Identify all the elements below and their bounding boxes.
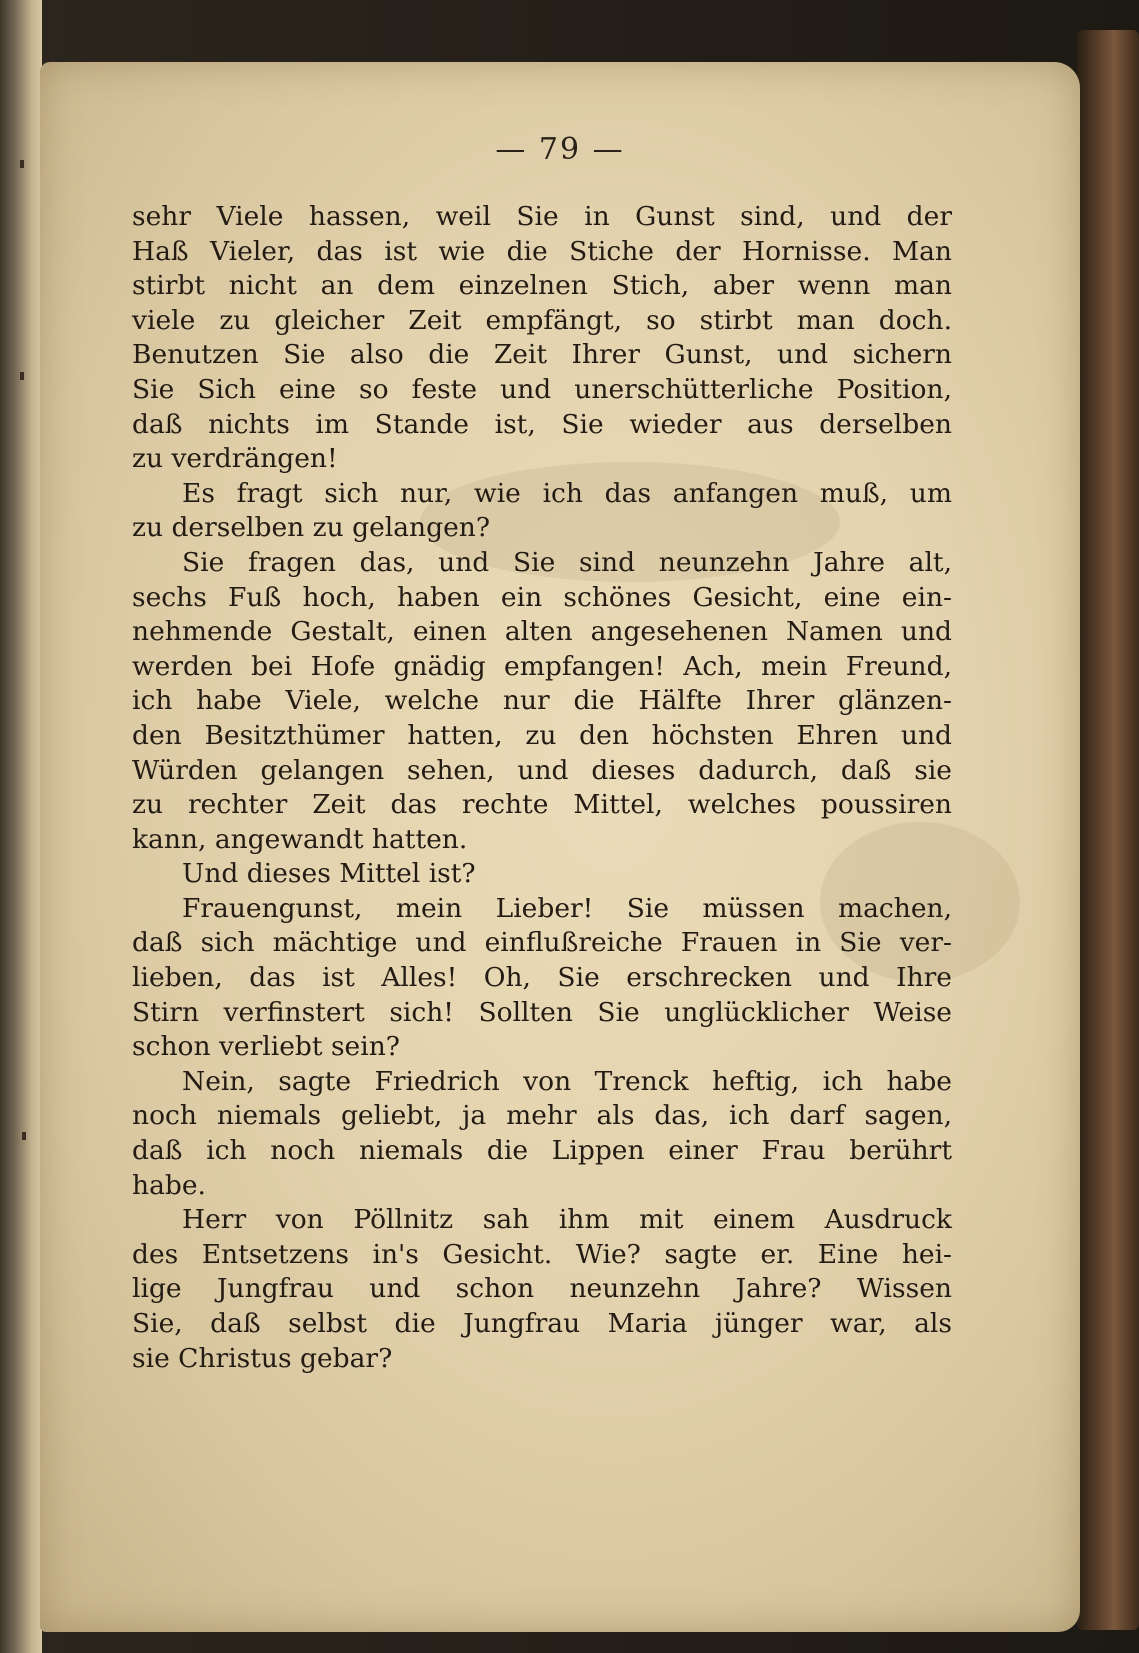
text-line: daß sich mächtige und einflußreiche Frauen in Sie ver- (132, 927, 952, 959)
text-line: Sie fragen das, und Sie sind neunzehn Jahre alt, (182, 546, 952, 578)
text-line: Benutzen Sie also die Zeit Ihrer Gunst, und sichern (132, 339, 952, 371)
text-line: Und dieses Mittel ist? (182, 858, 476, 890)
text-line: Herr von Pöllnitz sah ihm mit einem Ausdruck (182, 1204, 952, 1236)
text-line: stirbt nicht an dem einzelnen Stich, aber wenn man (132, 270, 952, 302)
text-line: zu derselben zu gelangen? (132, 512, 491, 544)
text-line: Haß Vieler, das ist wie die Stiche der Hornisse. Man (132, 235, 952, 267)
text-line: Nein, sagte Friedrich von Trenck heftig, ich habe (182, 1065, 952, 1097)
text-line: zu rechter Zeit das rechte Mittel, welches poussiren (132, 789, 952, 821)
book-binding-edge (1077, 30, 1139, 1630)
edge-mark (20, 160, 24, 168)
text-line: zu verdrängen! (132, 443, 338, 475)
edge-mark (22, 1132, 26, 1140)
book-page (40, 62, 1080, 1632)
text-line: lige Jungfrau und schon neunzehn Jahre? Wissen (132, 1273, 952, 1305)
text-line: Stirn verfinstert sich! Sollten Sie unglücklicher Weise (132, 996, 952, 1028)
text-line: Würden gelangen sehen, und dieses dadurch, daß sie (132, 754, 952, 786)
page-body-text (132, 200, 952, 1376)
text-line: schon verliebt sein? (132, 1031, 400, 1063)
text-line: ich habe Viele, welche nur die Hälfte Ihrer glänzen- (132, 685, 952, 717)
text-line: daß ich noch niemals die Lippen einer Frau berührt (132, 1135, 952, 1167)
text-line: lieben, das ist Alles! Oh, Sie erschrecken und Ihre (132, 962, 952, 994)
text-line: Frauengunst, mein Lieber! Sie müssen machen, (182, 892, 952, 924)
text-line: Sie, daß selbst die Jungfrau Maria jünger war, als (132, 1308, 952, 1339)
text-line: habe. (132, 1169, 206, 1201)
text-line: sie Christus gebar? (132, 1342, 393, 1374)
text-line: Sie Sich eine so feste und unerschütterliche Position, (132, 373, 952, 405)
text-line: sehr Viele hassen, weil Sie in Gunst sind, und der (132, 201, 952, 232)
text-line: viele zu gleicher Zeit empfängt, so stirbt man doch. (132, 304, 952, 336)
edge-mark (20, 372, 24, 380)
text-line: kann, angewandt hatten. (132, 823, 468, 855)
text-line: daß nichts im Stande ist, Sie wieder aus derselben (132, 408, 952, 440)
text-line: nehmende Gestalt, einen alten angesehenen Namen und (132, 616, 952, 648)
text-line: noch niemals geliebt, ja mehr als das, ich darf sagen, (132, 1100, 952, 1132)
page-number: — 79 — (495, 132, 625, 167)
text-line: sechs Fuß hoch, haben ein schönes Gesicht, eine ein- (132, 581, 952, 613)
text-line: Es fragt sich nur, wie ich das anfangen muß, um (182, 477, 952, 509)
text-line: den Besitzthümer hatten, zu den höchsten Ehren und (132, 719, 952, 751)
previous-page-edge (0, 0, 42, 1653)
text-line: des Entsetzens in's Gesicht. Wie? sagte er. Eine hei- (132, 1238, 952, 1270)
text-line: werden bei Hofe gnädig empfangen! Ach, mein Freund, (132, 650, 952, 682)
